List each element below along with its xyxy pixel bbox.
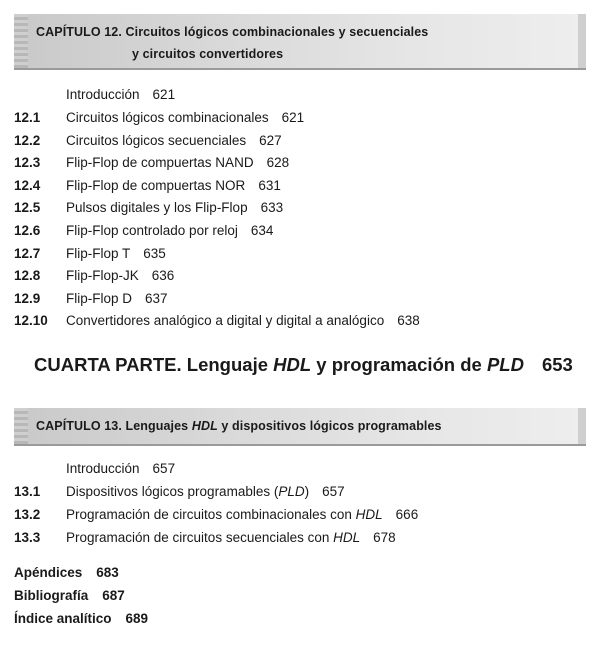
toc-entry-page: 638 [397,313,420,329]
toc-entry-number: 12.9 [14,290,41,306]
part-heading-middle: y programación de [311,354,487,375]
toc-entry-page: 628 [266,155,290,171]
toc-entry-number: 12.2 [14,132,41,148]
toc-entry-title: Flip-Flop controlado por reloj [66,223,238,238]
back-matter-index[interactable] [14,611,148,626]
toc-entry-title: Programación de circuitos secuenciales con [66,530,334,545]
chapter-13-title-suffix: y dispositivos lógicos programables [217,419,442,433]
back-matter-page: 689 [125,611,149,626]
toc-entry-title-italic: PLD [278,484,305,499]
toc-entry-title-end: ) [304,484,310,499]
toc-entry-title-italic: HDL [355,507,383,522]
toc-entry-title: Dispositivos lógicos programables ( [66,484,279,499]
toc-entry-number: 12.10 [14,313,48,329]
toc-entry-title-italic: HDL [333,530,361,545]
back-matter-label: Índice analítico [14,611,112,626]
toc-entry-title: Circuitos lógicos secuenciales [66,132,247,148]
toc-entry-title: Flip-Flop T [66,245,131,261]
toc-entry-number: 12.3 [14,155,41,171]
toc-entry-number: 12.4 [14,177,41,193]
toc-entry-number: 12.1 [14,110,41,125]
toc-entry-title: Introducción [66,87,140,102]
toc-entry-page: 633 [260,200,284,216]
toc-entry-number: 13.1 [14,484,41,499]
toc-entry-page: 666 [395,507,419,522]
toc-entry-page: 635 [143,245,166,261]
toc-entry-title: Pulsos digitales y los Flip-Flop [66,200,248,216]
chapter-12-title-line1: CAPÍTULO 12. Circuitos lógicos combinacionales y secuenciales [36,25,429,39]
back-matter-page: 687 [102,588,125,603]
toc-entry-title: Convertidores analógico a digital y digital a analógico [66,313,385,329]
back-matter-bibliography[interactable] [14,588,125,603]
back-matter-page: 683 [96,565,119,580]
toc-entry-title: Flip-Flop de compuertas NOR [66,177,246,193]
toc-entry-page: 621 [152,87,176,102]
toc-entry-page: 627 [259,132,282,148]
toc-entry-page: 657 [322,484,345,499]
part-heading-hdl: HDL [273,354,312,375]
toc-entry-title: Flip-Flop D [66,290,133,306]
toc-entry-page: 631 [258,177,281,193]
part-four-heading[interactable] [34,354,573,376]
part-heading-pld: PLD [486,354,524,375]
toc-entry-page: 621 [281,110,305,125]
chapter-13-title [36,419,442,433]
toc-entry-page: 657 [152,461,176,476]
back-matter-label: Bibliografía [14,588,89,603]
back-matter-appendices[interactable] [14,565,119,580]
toc-entry-number: 12.6 [14,223,41,238]
toc-entry-page: 634 [250,223,274,238]
toc-entry-number: 12.7 [14,245,41,261]
back-matter-label: Apéndices [14,565,83,580]
toc-entry-title: Flip-Flop-JK [66,268,139,284]
toc-entry-number: 12.5 [14,200,41,216]
chapter-13-header [14,408,586,446]
toc-entry-page: 678 [373,530,396,545]
toc-entry-title: Programación de circuitos combinacionales con [66,507,356,522]
toc-entry-number: 13.3 [14,530,41,545]
toc-entry-page: 636 [151,268,175,284]
chapter-12-header [14,14,586,70]
chapter-13-title-hdl: HDL [191,419,218,433]
toc-entry-number: 13.2 [14,507,41,522]
toc-entry-number: 12.8 [14,268,41,284]
part-heading-page: 653 [541,354,573,375]
toc-entry-title: Circuitos lógicos combinacionales [66,110,269,125]
toc-entry-page: 637 [145,290,168,306]
toc-entry-title: Flip-Flop de compuertas NAND [66,155,254,171]
part-heading-prefix: CUARTA PARTE. Lenguaje [34,354,274,375]
toc-entry-title: Introducción [66,461,140,476]
chapter-13-title-prefix: CAPÍTULO 13. Lenguajes [36,419,192,433]
chapter-12-title-line2: y circuitos convertidores [132,47,284,61]
